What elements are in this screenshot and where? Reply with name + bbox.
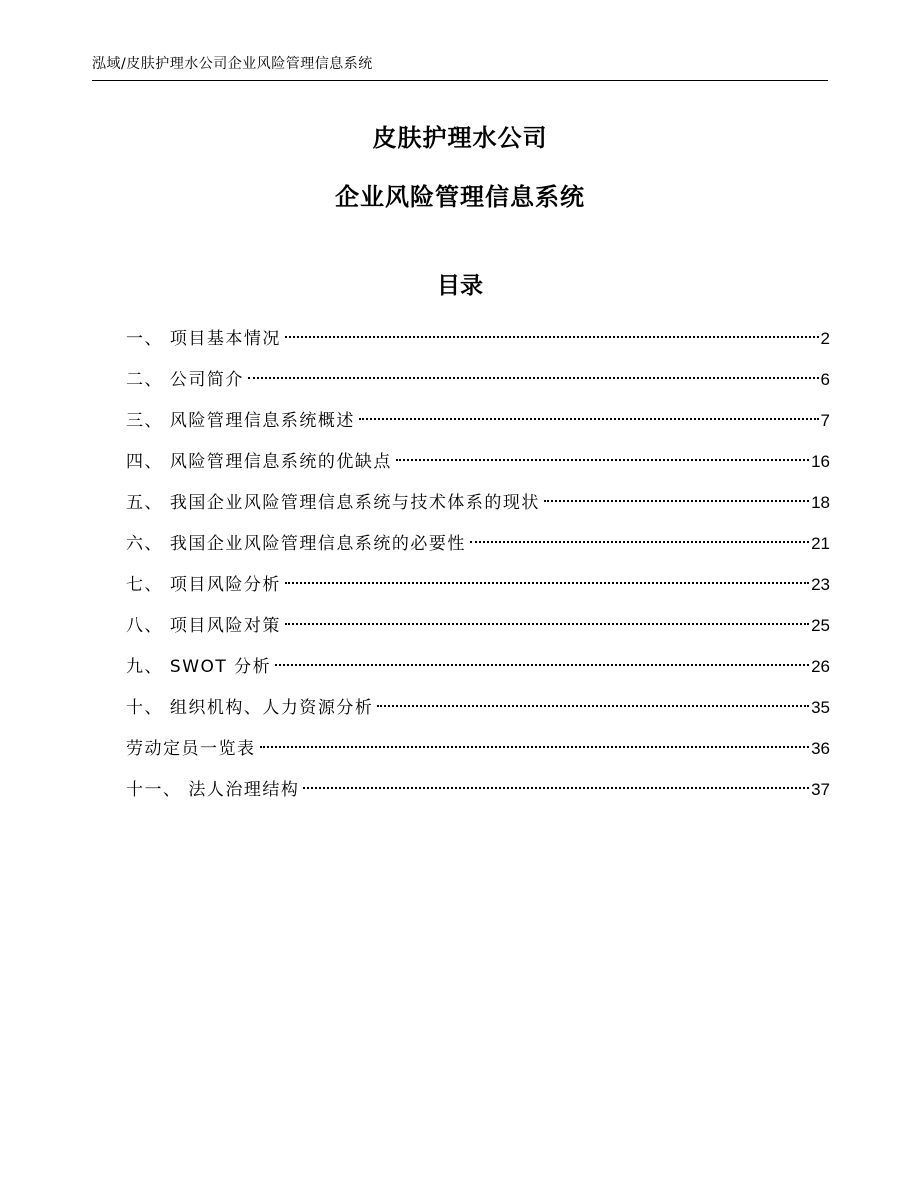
toc-entry[interactable] bbox=[126, 322, 830, 363]
document-title-line1: 皮肤护理水公司 bbox=[372, 124, 548, 152]
running-header: 泓域/皮肤护理水公司企业风险管理信息系统 bbox=[92, 56, 373, 72]
toc-entry-page: 18 bbox=[811, 493, 830, 512]
toc-entry-label: 四、 风险管理信息系统的优缺点 bbox=[126, 452, 392, 472]
table-of-contents bbox=[126, 322, 830, 814]
toc-dot-leader bbox=[285, 336, 819, 338]
toc-dot-leader bbox=[359, 418, 819, 420]
toc-entry-label: 五、 我国企业风险管理信息系统与技术体系的现状 bbox=[126, 493, 540, 513]
toc-entry[interactable] bbox=[126, 650, 830, 691]
toc-entry-page: 25 bbox=[811, 616, 830, 635]
toc-entry-page: 26 bbox=[811, 657, 830, 676]
header-divider bbox=[92, 80, 828, 81]
toc-dot-leader bbox=[470, 541, 809, 543]
toc-entry[interactable] bbox=[126, 404, 830, 445]
toc-entry-page: 36 bbox=[811, 739, 830, 758]
toc-entry-label: 九、 SWOT 分析 bbox=[126, 657, 272, 677]
toc-entry-label: 六、 我国企业风险管理信息系统的必要性 bbox=[126, 534, 466, 554]
toc-entry[interactable] bbox=[126, 568, 830, 609]
toc-dot-leader bbox=[285, 623, 809, 625]
toc-entry[interactable] bbox=[126, 773, 830, 814]
toc-dot-leader bbox=[275, 664, 809, 666]
toc-entry-page: 6 bbox=[820, 370, 830, 389]
toc-entry[interactable] bbox=[126, 486, 830, 527]
toc-entry[interactable] bbox=[126, 732, 830, 773]
toc-dot-leader bbox=[285, 582, 809, 584]
toc-entry-page: 2 bbox=[820, 329, 830, 348]
toc-entry-label: 一、 项目基本情况 bbox=[126, 329, 281, 349]
document-title-line2: 企业风险管理信息系统 bbox=[335, 183, 585, 211]
toc-entry[interactable] bbox=[126, 445, 830, 486]
toc-entry-label: 八、 项目风险对策 bbox=[126, 616, 281, 636]
toc-entry-page: 16 bbox=[811, 452, 830, 471]
toc-entry[interactable] bbox=[126, 363, 830, 404]
toc-dot-leader bbox=[544, 500, 809, 502]
toc-entry[interactable] bbox=[126, 609, 830, 650]
toc-dot-leader bbox=[396, 459, 809, 461]
toc-dot-leader bbox=[260, 746, 810, 748]
toc-entry-label: 十一、 法人治理结构 bbox=[126, 780, 300, 800]
toc-dot-leader bbox=[377, 705, 809, 707]
toc-entry-page: 7 bbox=[820, 411, 830, 430]
toc-entry-page: 35 bbox=[811, 698, 830, 717]
toc-entry-label: 二、 公司简介 bbox=[126, 370, 244, 390]
toc-entry-page: 21 bbox=[811, 534, 830, 553]
toc-entry-label: 七、 项目风险分析 bbox=[126, 575, 281, 595]
toc-heading: 目录 bbox=[437, 273, 483, 299]
toc-entry-label: 劳动定员一览表 bbox=[126, 739, 256, 759]
toc-dot-leader bbox=[303, 787, 809, 789]
toc-entry-page: 23 bbox=[811, 575, 830, 594]
toc-entry-label: 十、 组织机构、人力资源分析 bbox=[126, 698, 374, 718]
toc-entry-page: 37 bbox=[811, 780, 830, 799]
toc-entry[interactable] bbox=[126, 691, 830, 732]
toc-dot-leader bbox=[248, 377, 819, 379]
toc-entry[interactable] bbox=[126, 527, 830, 568]
toc-entry-label: 三、 风险管理信息系统概述 bbox=[126, 411, 355, 431]
